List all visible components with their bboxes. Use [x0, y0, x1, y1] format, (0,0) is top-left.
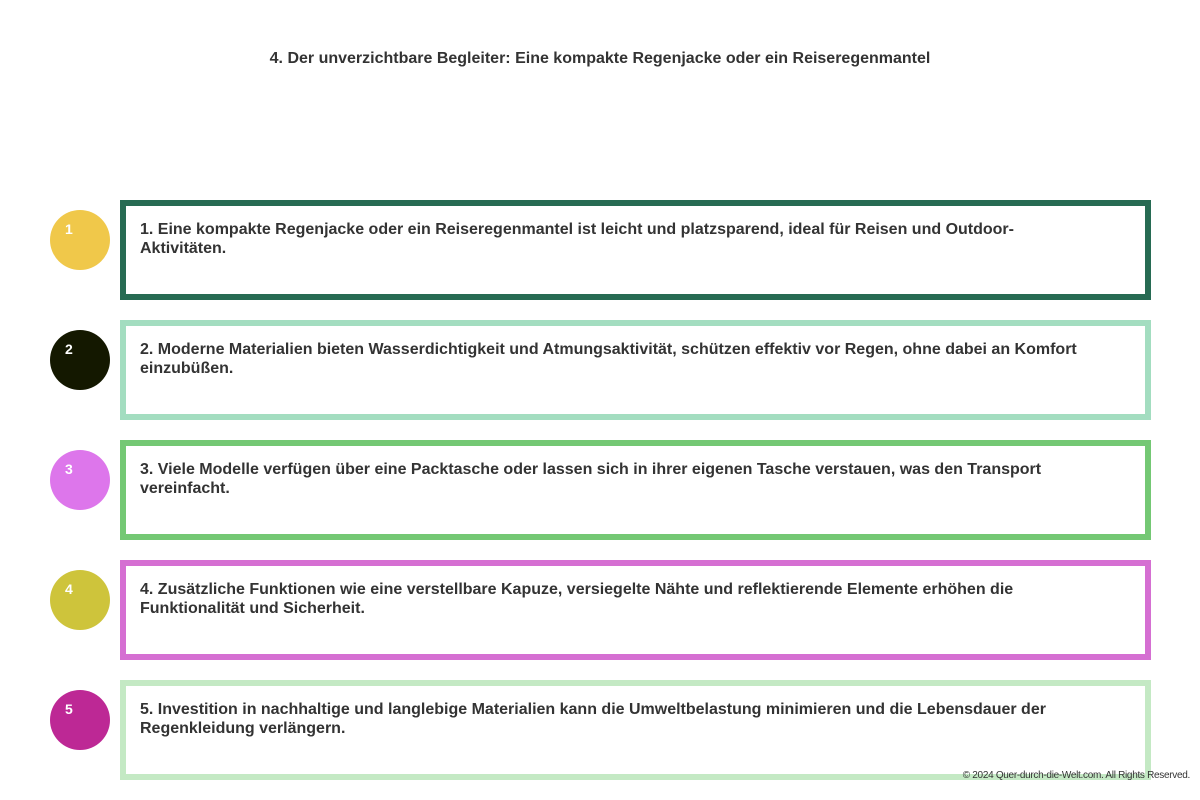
item-text: 1. Eine kompakte Regenjacke oder ein Reiseregenmantel ist leicht und platzsparend, ideal für Reisen und Outdoor-Aktivitäten.: [140, 221, 1014, 257]
badge-number: 4: [65, 581, 73, 597]
list-item: [0, 560, 1200, 660]
number-badge: [50, 690, 110, 750]
badge-number: 1: [65, 221, 73, 237]
item-text: 5. Investition in nachhaltige und langlebige Materialien kann die Umweltbelastung minimieren und die Lebensdauer der Regenkleidung verlängern.: [140, 701, 1046, 737]
item-text: 4. Zusätzliche Funktionen wie eine verstellbare Kapuze, versiegelte Nähte und reflektierende Elemente erhöhen die Funktionalität und Sicherheit.: [140, 581, 1014, 617]
text-box: [120, 560, 1151, 660]
number-badge: [50, 570, 110, 630]
text-box: [120, 200, 1151, 300]
badge-number: 5: [65, 701, 73, 717]
number-badge: [50, 450, 110, 510]
list-item: [0, 440, 1200, 540]
number-badge: [50, 330, 110, 390]
list-item: [0, 200, 1200, 300]
text-box: [120, 440, 1151, 540]
item-text: 3. Viele Modelle verfügen über eine Packtasche oder lassen sich in ihrer eigenen Tasche verstauen, was den Transport vereinfacht.: [140, 461, 1042, 497]
text-box: [120, 320, 1151, 420]
text-box: [120, 680, 1151, 780]
list-item: [0, 320, 1200, 420]
badge-number: 3: [65, 461, 73, 477]
badge-number: 2: [65, 341, 73, 357]
number-badge: [50, 210, 110, 270]
page-title: 4. Der unverzichtbare Begleiter: Eine kompakte Regenjacke oder ein Reiseregenmantel: [269, 50, 931, 67]
list-item: [0, 680, 1200, 780]
item-text: 2. Moderne Materialien bieten Wasserdichtigkeit und Atmungsaktivität, schützen effektiv vor Regen, ohne dabei an Komfort einzubüßen.: [140, 341, 1077, 377]
copyright-footer: © 2024 Quer-durch-die-Welt.com. All Rights Reserved.: [962, 770, 1190, 781]
